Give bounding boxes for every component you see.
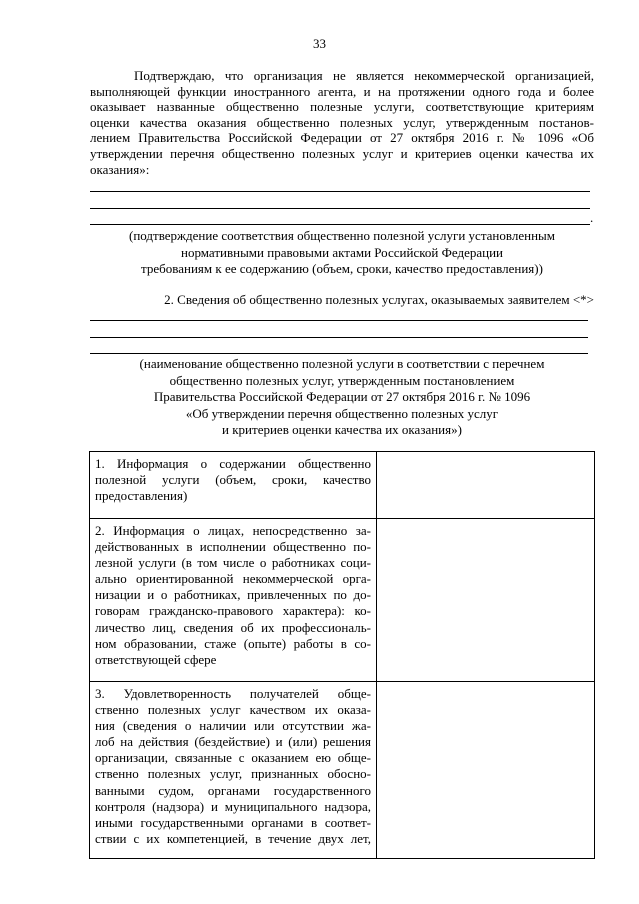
- table-row: [90, 519, 595, 682]
- fill-line[interactable]: [90, 191, 590, 192]
- confirmation-paragraph: [90, 68, 594, 177]
- confirmation-line: выполняющей функции иностранного агента, и на протяжении одного года и более: [90, 83, 594, 99]
- confirmation-line: оценки качества оказания общественно полезных услуг, утвержденным постанов-: [90, 114, 594, 130]
- caption-line: (наименование общественно полезной услуги в соответствии с перечнем: [139, 356, 545, 371]
- caption-line: и критериев оценки качества их оказания»): [222, 422, 462, 437]
- caption-line: Правительства Российской Федерации от 27 октября 2016 г. № 1096: [153, 389, 531, 404]
- table-row: [90, 682, 595, 859]
- fill-line[interactable]: [90, 224, 590, 225]
- service-name-caption: [90, 356, 594, 439]
- caption-line: «Об утверждении перечня общественно полезных услуг: [185, 405, 499, 421]
- fill-line[interactable]: [90, 353, 588, 354]
- confirmation-line: утверждении перечня общественно полезных услуг и критериев оценки качества их: [90, 145, 594, 161]
- fill-line[interactable]: [90, 337, 588, 338]
- fill-line[interactable]: [90, 320, 588, 321]
- table-row: [90, 452, 595, 519]
- table-row-label: 3. Удовлетворенность получателей обще- ственно полезных услуг качеством их оказа- ния (сведения о наличии или отсутствии жа- лоб на действия (бездействие) и (или) решения организации, связанные с оказанием ею обще- ственно полезных услуг, признанных обосно- ванными судом, органами государственного контроля (надзора) и муниципального надзора, иными государственными органами в соответ- ствии с их компетенцией, в течение двух лет,: [90, 682, 377, 859]
- section-2-heading: 2. Сведения об общественно полезных услугах, оказываемых заявителем <*>: [164, 292, 594, 307]
- services-info-table: [89, 451, 595, 859]
- confirmation-line: оказывает названные общественно полезные услуги, соответствующие критериям: [90, 99, 594, 115]
- table-row-value[interactable]: [377, 452, 595, 519]
- confirmation-line: оказания»:: [90, 161, 150, 177]
- page-number: 33: [313, 36, 326, 51]
- confirmation-caption: [90, 228, 594, 278]
- fill-line[interactable]: [90, 208, 590, 209]
- confirmation-line: лением Правительства Российской Федерации от 27 октября 2016 г. № 1096 «Об: [90, 130, 594, 146]
- table-row-label: 2. Информация о лицах, непосредственно за- действованных в исполнении общественно по- лезной услуги (в том числе о работниках соци- ально ориентированной некоммерческой орга- низации и о работниках, привлеченных по до- говорам гражданско-правового характера): ко- личество лиц, сведения об их профессиональ- ном образовании, стаже (опыте) работы в со- ответствующей сфере: [90, 519, 377, 682]
- confirmation-line: Подтверждаю, что организация не является некоммерческой организацией,: [134, 68, 594, 83]
- table-row-value[interactable]: [377, 519, 595, 682]
- caption-line: требованиям к ее содержанию (объем, сроки, качество предоставления)): [141, 261, 543, 276]
- caption-line: (подтверждение соответствия общественно полезной услуги установленным: [129, 228, 555, 243]
- table-row-label: 1. Информация о содержании общественно полезной услуги (объем, сроки, качество предоставления): [90, 452, 377, 519]
- caption-line: общественно полезных услуг, утвержденным постановлением: [169, 372, 515, 388]
- fill-line-end-mark: .: [590, 210, 594, 225]
- table-row-value[interactable]: [377, 682, 595, 859]
- caption-line: нормативными правовыми актами Российской Федерации: [181, 244, 503, 260]
